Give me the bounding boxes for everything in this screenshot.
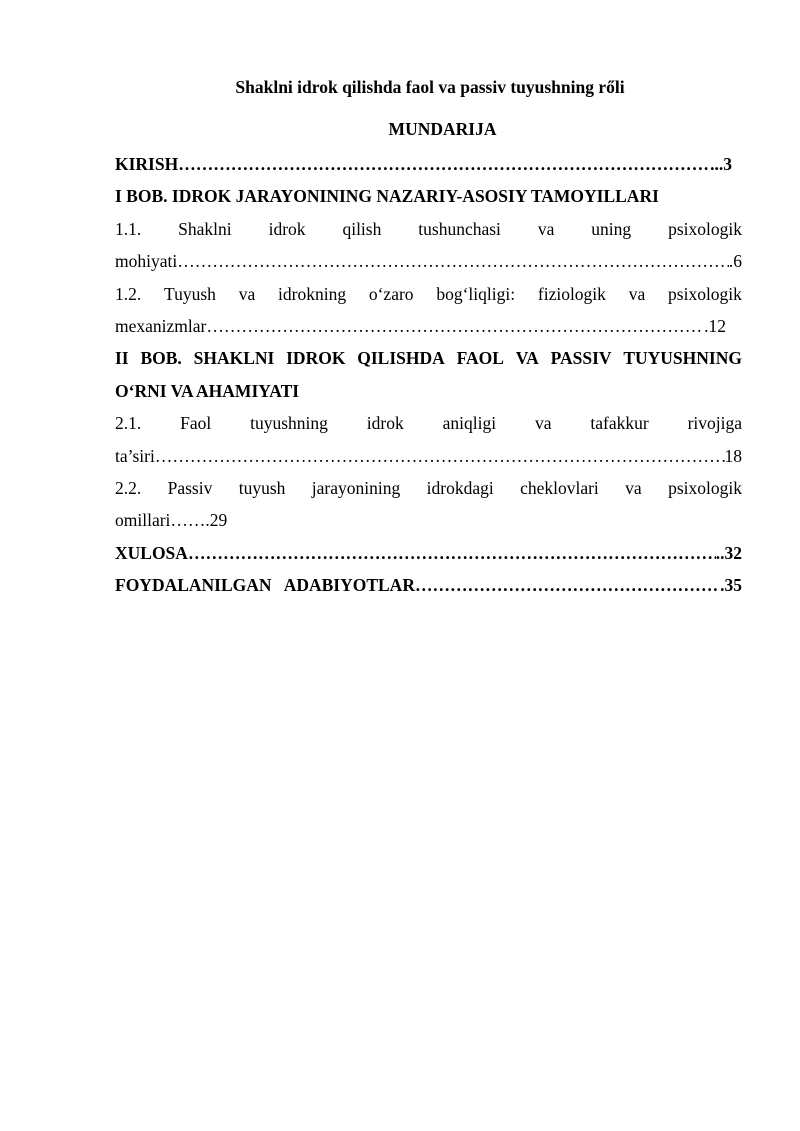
toc-word: va [625,477,642,498]
toc-word: o‘zaro [368,283,414,304]
toc-entry-intro [115,148,732,180]
toc-page-number: ..32 [715,542,742,563]
toc-entry-1-1-cont [115,245,742,277]
toc-word: 1.1. [115,218,142,239]
toc-word: VA [515,348,539,369]
toc-entry-conclusion [115,537,742,569]
toc-page-number: .35 [720,575,742,596]
toc-word: bog‘liqligi: [436,283,516,304]
toc-word: Tuyush [164,283,216,304]
toc-word: SHAKLNI [193,348,275,369]
toc-chapter-2 [115,342,742,374]
toc-word: va [238,283,256,304]
toc-entry-2-1 [115,407,742,439]
toc-word: Shaklni [178,218,232,239]
toc-entry-2-2 [115,472,742,504]
toc-page-number: ...3 [710,154,732,174]
toc-entry-label: XULOSA [115,542,188,563]
toc-page-number: .6 [728,251,742,272]
toc-word: II [115,348,129,369]
toc-word: 2.1. [115,413,142,434]
toc-entry-2-2-cont: omillari…….29 [115,510,228,531]
toc-chapter-1: I BOB. IDROK JARAYONINING NAZARIY-ASOSIY TAMOYILLARI [115,186,659,207]
toc-entry-2-1-cont [115,440,742,472]
toc-word: Passiv [167,477,213,498]
toc-word: jarayonining [311,477,401,498]
toc-word: uning [591,218,632,239]
toc-word: psixologik [668,218,742,239]
toc-word: idrok [268,218,306,239]
toc-word: tushunchasi [418,218,501,239]
toc-entry-1-2 [115,278,742,310]
toc-entry-label: ta’siri [115,445,155,466]
toc-page-number: .12 [704,315,726,336]
toc-word: BOB. [140,348,182,369]
toc-word: idrokdagi [426,477,494,498]
toc-word: tuyushning [250,413,328,434]
toc-page-number: 18 [724,445,742,466]
document-title: Shaklni idrok qilishda faol va passiv tuyushning rőli [235,77,625,97]
toc-word: cheklovlari [520,477,599,498]
toc-word: QILISHDA [357,348,445,369]
toc-word: psixologik [668,283,742,304]
toc-word: fiziologik [537,283,606,304]
toc-entry-label: FOYDALANILGAN ADABIYOTLAR [115,575,415,596]
toc-chapter-2-cont: O‘RNI VA AHAMIYATI [115,380,300,401]
toc-word: va [628,283,646,304]
toc-word: 2.2. [115,477,142,498]
toc-word: rivojiga [687,413,742,434]
toc-word: va [534,413,552,434]
toc-entry-1-1 [115,213,742,245]
toc-word: tafakkur [590,413,649,434]
toc-word: 1.2. [115,283,142,304]
toc-word: aniqligi [442,413,497,434]
table-of-contents [115,148,742,601]
toc-word: qilish [342,218,382,239]
toc-word: TUYUSHNING [623,348,742,369]
toc-entry-references [115,569,742,601]
toc-entry-label: mexanizmlar [115,315,207,336]
toc-entry-1-2-cont [115,310,726,342]
toc-word: idrokning [278,283,347,304]
toc-entry-label: mohiyati [115,251,178,272]
toc-word: FAOL [456,348,504,369]
toc-heading: MUNDARIJA [388,119,497,139]
toc-word: tuyush [238,477,286,498]
toc-word: psixologik [668,477,742,498]
toc-word: PASSIV [550,348,612,369]
toc-word: va [537,218,555,239]
toc-word: idrok [366,413,404,434]
toc-word: IDROK [286,348,346,369]
toc-word: Faol [180,413,212,434]
toc-entry-label: KIRISH [115,154,179,174]
